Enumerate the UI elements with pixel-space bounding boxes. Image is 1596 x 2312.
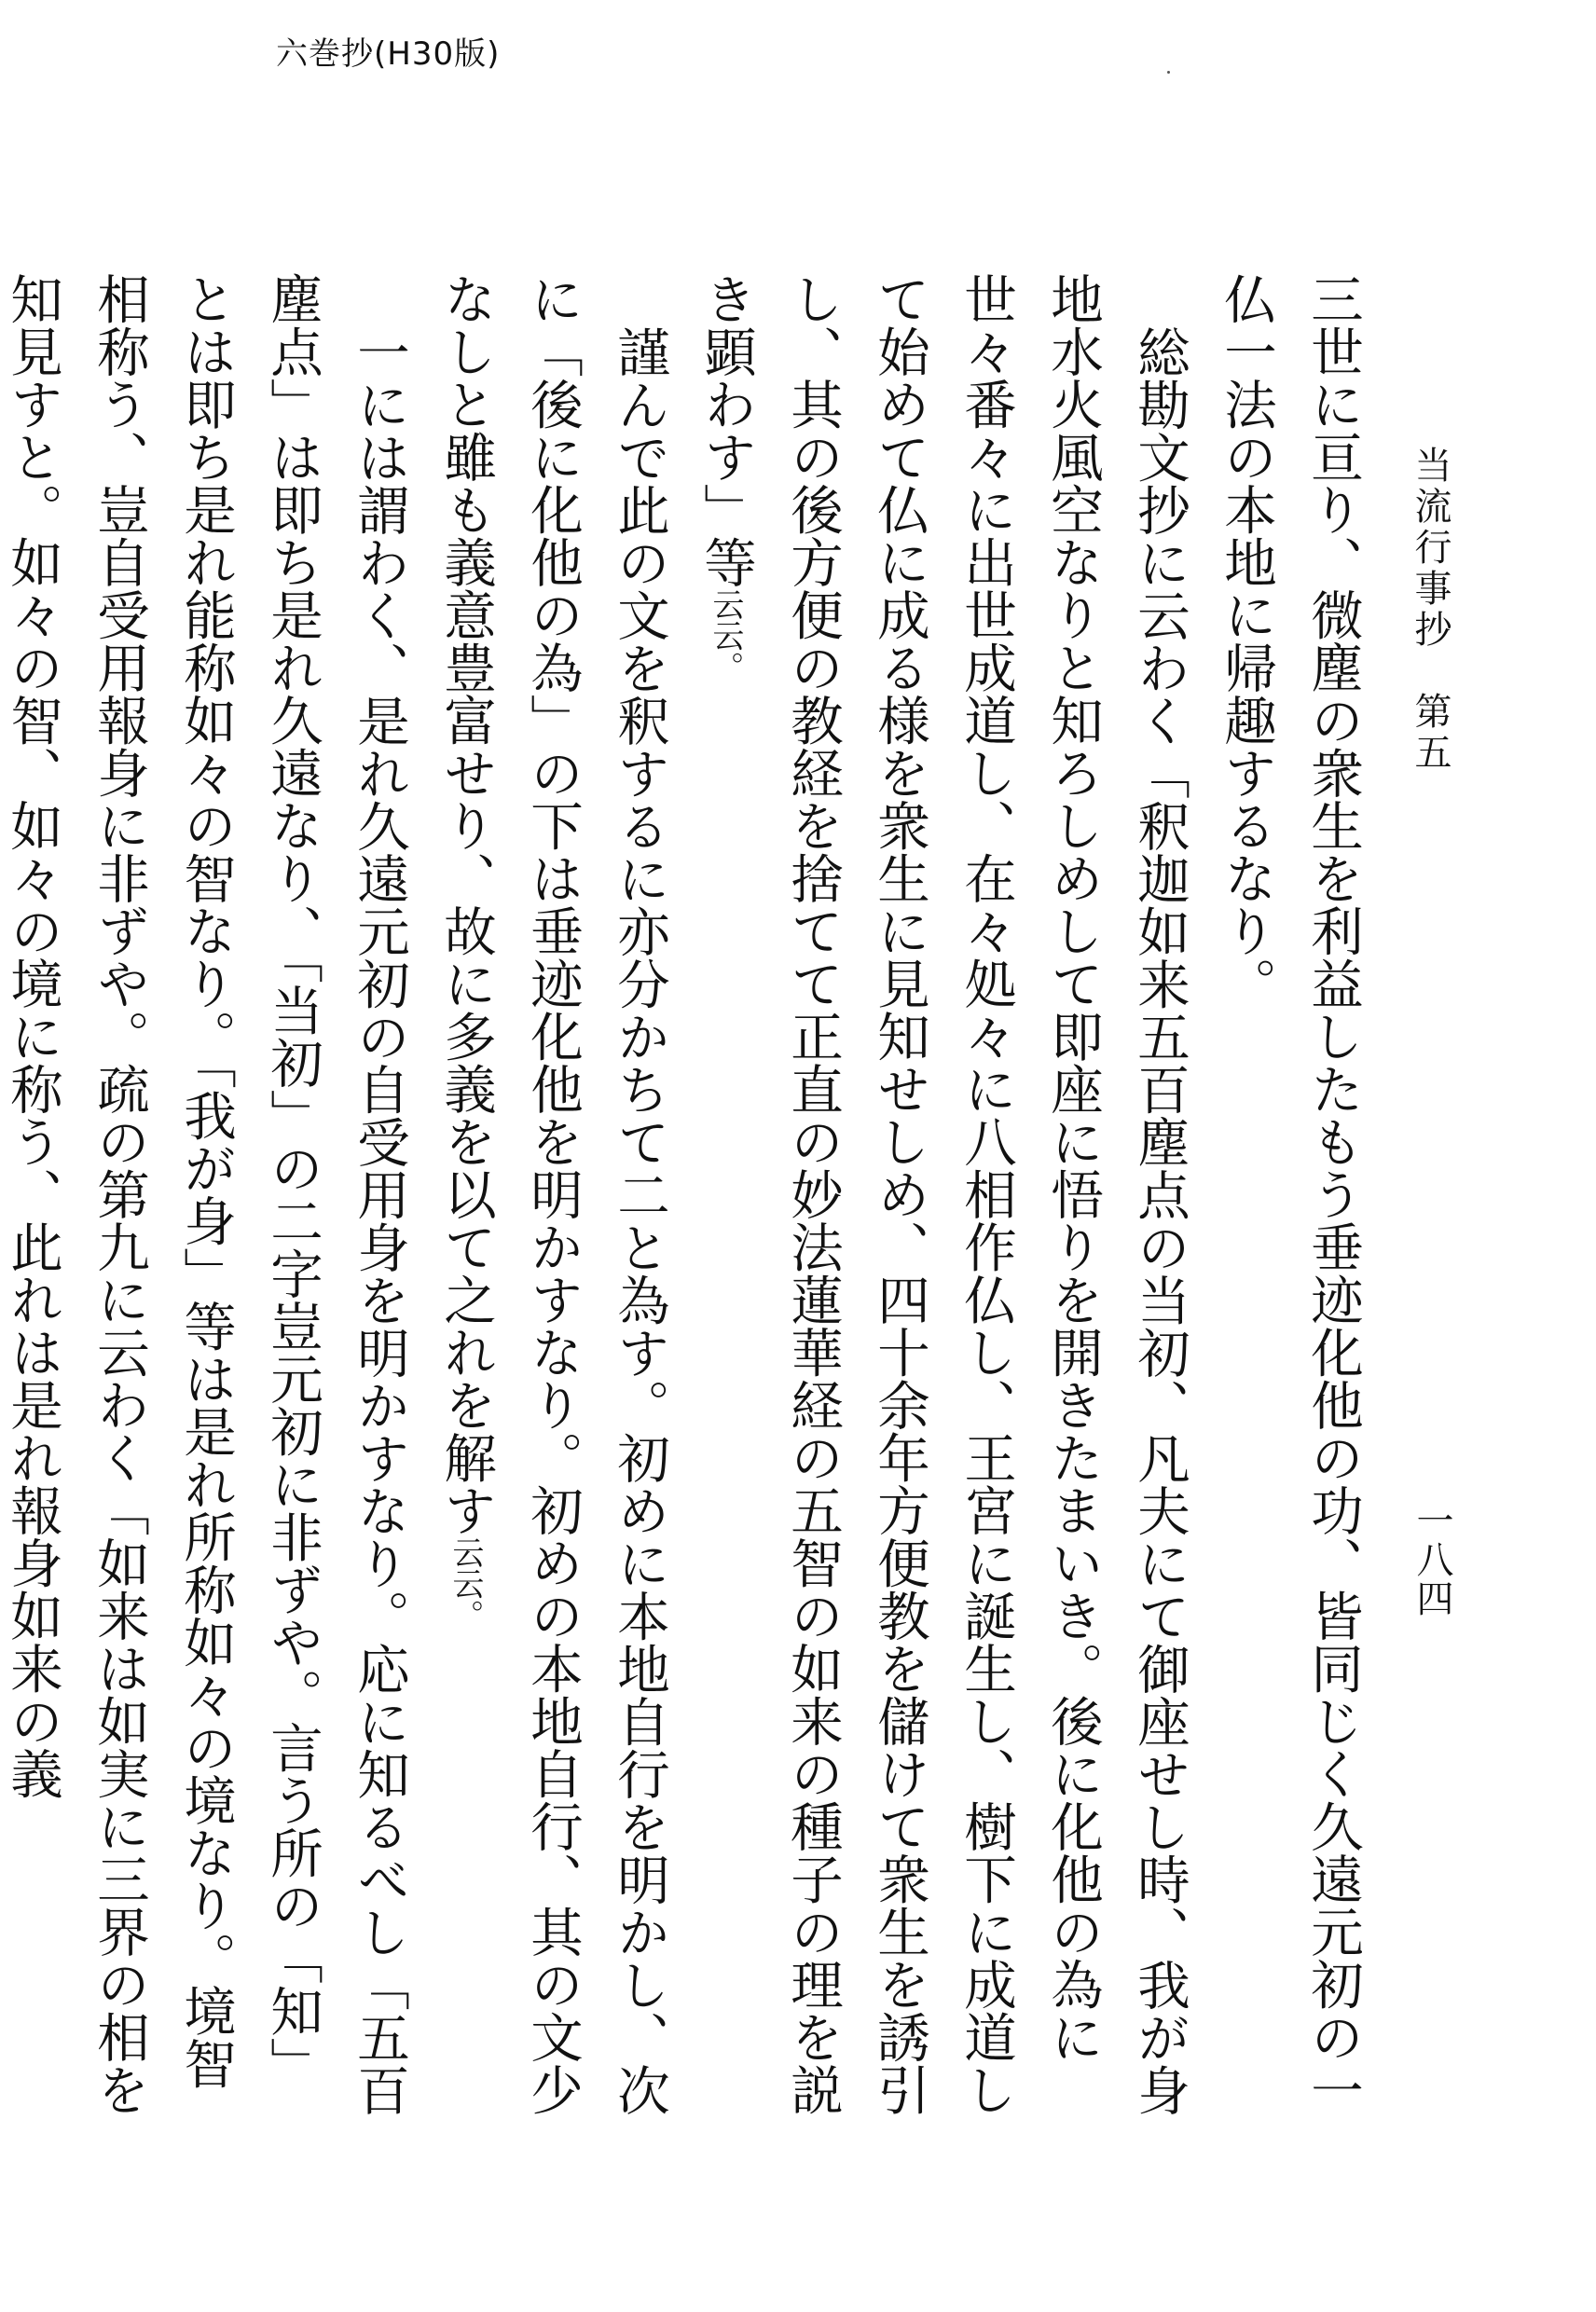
paragraph-text: 一には謂わく、是れ久遠元初の自受用身を明かすなり。応に知るべし「五百塵点」は即ち是れ久遠なり、「当初」の二字豈元初に非ずや。言う所の「知」とは即ち是れ能称如々の智なり。「我が身」等は是れ所称如々の境なり。境智相称う、豈自受用報身に非ずや。疏の第九に云わく「如来は如実に三界の相を知見すと。如々の智、如々の境に称う、此れは是れ報身如来の義 xyxy=(2,272,409,2116)
scan-speck xyxy=(1167,71,1170,74)
page-number: 一八四 xyxy=(1410,1501,1453,1618)
paragraph-text: 謹んで此の文を釈するに亦分かちて二と為す。初めに本地自行を明かし、次に「後に化他の為」の下は垂迹化他を明かすなり。初めの本地自行、其の文少なしと雖も義意豊富せり、故に多義を以て之れを解す xyxy=(435,272,669,2116)
paragraph-4 xyxy=(0,272,422,2118)
book-title: 六巻抄(H30版) xyxy=(276,35,501,73)
paragraph-1 xyxy=(1203,272,1376,2118)
paragraph-text: 総勘文抄に云わく「釈迦如来五百塵点の当初、凡夫にて御座せし時、我が身地水火風空なりと知ろしめして即座に悟りを開きたまいき。後に化他の為に世々番々に出世成道し、在々処々に八相作仏し、王宮に誕生し、樹下に成道して始めて仏に成る様を衆生に見知せしめ、四十余年方便教を儲けて衆生を誘引し、其の後方便の教経を捨てて正直の妙法蓮華経の五智の如来の種子の理を説き顕わす」等 xyxy=(695,272,1190,2116)
paragraph-2 xyxy=(682,272,1203,2118)
annotation-note: 云云。 xyxy=(708,588,744,683)
running-head: 当流行事抄 第五 xyxy=(1409,446,1452,774)
vertical-body-text xyxy=(2,272,1376,2118)
paragraph-3 xyxy=(422,272,682,2118)
paragraph-text: 三世に亘り、微塵の衆生を利益したもう垂迹化他の功、皆同じく久遠元初の一仏一法の本地に帰趣するなり。 xyxy=(1216,272,1363,2116)
annotation-note: 云云。 xyxy=(447,1536,484,1631)
